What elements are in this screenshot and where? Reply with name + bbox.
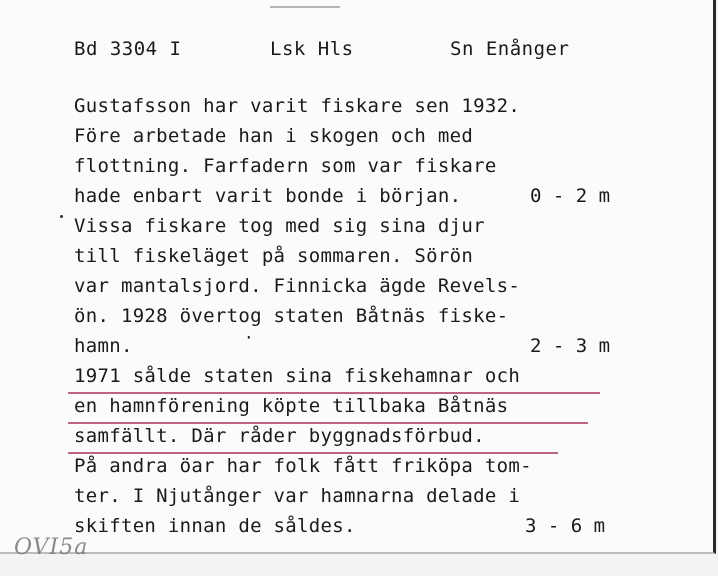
text-line: skiften innan de såldes.	[74, 515, 356, 537]
text-line: ön. 1928 övertog staten Båtnäs fiske-	[74, 305, 509, 327]
parish-label: Sn Enånger	[450, 38, 570, 60]
underline	[68, 422, 588, 424]
text-line: hamn.	[74, 335, 133, 357]
depth-mark: 0 - 2 m	[530, 185, 611, 207]
ink-mark: ·	[244, 328, 254, 347]
depth-mark: 3 - 6 m	[525, 515, 606, 537]
underline	[68, 392, 600, 394]
depth-mark: 2 - 3 m	[530, 335, 611, 357]
ink-dot	[60, 215, 63, 218]
text-line: Före arbetade han i skogen och med	[74, 125, 474, 147]
text-line: flottning. Farfadern som var fiskare	[74, 155, 497, 177]
top-mark	[270, 6, 340, 8]
record-id: Bd 3304 I	[74, 38, 182, 60]
text-line: Vissa fiskare tog med sig sina djur	[74, 215, 485, 237]
text-line: var mantalsjord. Finnicka ägde Revels-	[74, 275, 521, 297]
text-line: ter. I Njutånger var hamnarna delade i	[74, 485, 521, 507]
text-line: Gustafsson har varit fiskare sen 1932.	[74, 95, 521, 117]
underline	[68, 452, 558, 454]
text-line: hade enbart varit bonde i början.	[74, 185, 462, 207]
text-line: en hamnförening köpte tillbaka Båtnäs	[74, 395, 509, 417]
record-code: Lsk Hls	[270, 38, 354, 60]
text-line: samfällt. Där råder byggnadsförbud.	[74, 425, 485, 447]
text-line: 1971 sålde staten sina fiskehamnar och	[74, 365, 521, 387]
text-line: På andra öar har folk fått friköpa tom-	[74, 455, 532, 477]
text-line: till fiskeläget på sommaren. Sörön	[74, 245, 474, 267]
archive-note: OVI5a	[14, 535, 89, 560]
